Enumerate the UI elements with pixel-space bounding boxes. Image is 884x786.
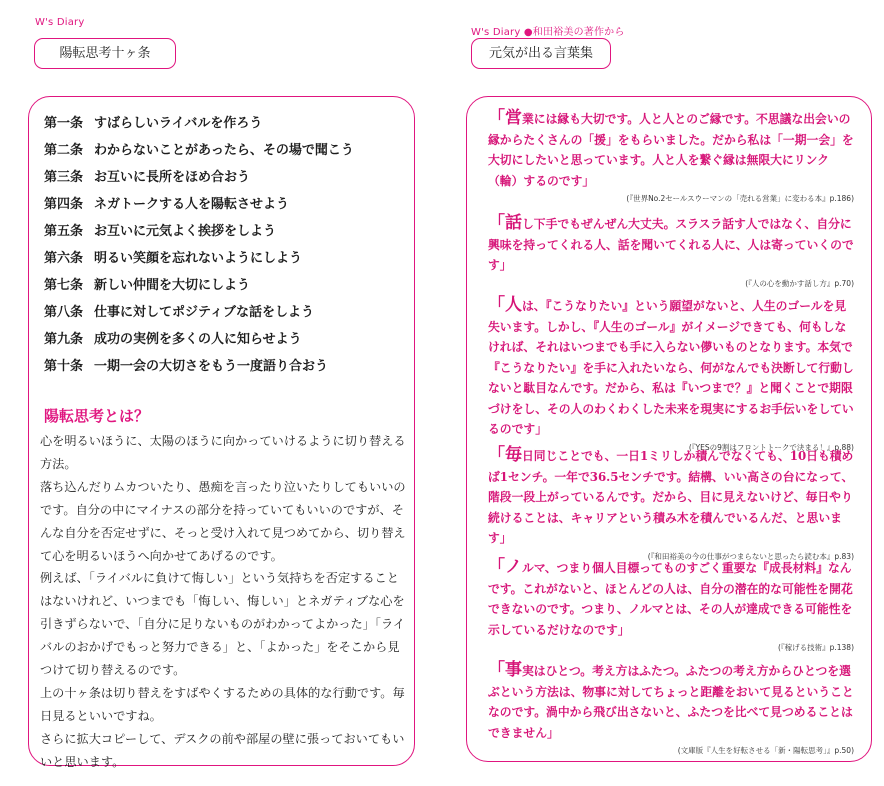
paragraph: 心を明るいほうに、太陽のほうに向かっていけるように切り替える方法。 xyxy=(40,434,406,471)
rule-item: 第九条 成功の実例を多くの人に知らせよう xyxy=(44,332,302,347)
paragraph: さらに拡大コピーして、デスクの前や部屋の壁に張っておいてもいいと思います。 xyxy=(40,731,405,769)
quote-text: し下手でもぜんぜん大丈夫。スラスラ話す人ではなく、自分に興味を持ってくれる人、話を聞いてくれる人に、人は寄っていくのです」 xyxy=(488,217,854,272)
quote-source: (『人の心を動かす話し方』p.70) xyxy=(745,278,854,288)
rule-item: 第七条 新しい仲間を大切にしよう xyxy=(44,278,251,293)
quote-source: (『YESの9割はフロントトークで決まる！』p.88) xyxy=(688,442,854,452)
rule-item: 第一条 すばらしいライバルを作ろう xyxy=(44,116,263,131)
rule-item: 第三条 お互いに長所をほめ合おう xyxy=(44,170,251,185)
quote-source: (『和田裕美の今の仕事がつまらないと思ったら読む本』p.83) xyxy=(647,551,854,561)
quote-first-char: 「事 xyxy=(488,660,522,680)
quote-block xyxy=(488,445,854,562)
quote-source: (『稼げる技術』p.138) xyxy=(777,643,854,652)
left-header-label: W's Diary xyxy=(35,17,85,28)
quote-first-char: 「毎 xyxy=(488,445,522,465)
quote-text: 実はひとつ。考え方はふたつ。ふたつの考え方からひとつを選ぶという方法は、物事に対してちょっと距離をおいて見るということなのです。渦中から飛び出さないと、ふたつを比べて見つめることはできません」 xyxy=(488,664,854,740)
quote-first-char: 「ノ xyxy=(488,557,522,577)
quote-first-char: 「話 xyxy=(488,213,522,233)
quote-block xyxy=(488,295,854,453)
right-header-label: W's Diary ●和田裕美の著作から xyxy=(471,27,625,38)
left-title-box: 陽転思考十ヶ条 xyxy=(34,38,176,69)
paragraph: 上の十ヶ条は切り替えをすばやくするための具体的な行動です。毎日見るといいですね。 xyxy=(40,685,405,723)
quote-block xyxy=(488,557,854,653)
quote-source: (『世界No.2セールスウーマンの「売れる営業」に変わる本』p.186) xyxy=(626,194,854,203)
quote-block xyxy=(488,660,854,756)
paragraph: 落ち込んだりムカついたり、愚痴を言ったり泣いたりしてもいいのです。自分の中にマイナスの部分を持っていてもいいのですが、そんな自分を否定せずに、そっと受け入れて見つめてから、切り替えて心を明るいほうへ向かせてあげるのです。 xyxy=(40,479,406,563)
right-title-box: 元気が出る言葉集 xyxy=(471,38,611,69)
explanation-text xyxy=(40,430,406,774)
rule-item: 第五条 お互いに元気よく挨拶をしよう xyxy=(44,224,277,239)
quote-block xyxy=(488,108,854,204)
rule-item: 第八条 仕事に対してポジティブな話をしよう xyxy=(44,305,314,320)
rule-item: 第六条 明るい笑顔を忘れないようにしよう xyxy=(44,251,303,266)
rule-item: 第四条 ネガトークする人を陽転させよう xyxy=(44,197,290,212)
rule-item: 第十条 一期一会の大切さをもう一度語り合おう xyxy=(44,359,329,374)
quote-source: (文庫版『人生を好転させる「新・陽転思考」』p.50) xyxy=(677,746,854,755)
quote-text: 日同じことでも、一日1ミリしか積んでなくても、10日も積めば1センチ。一年で36.5センチです。結構、いい高さの台になって、階段一段上がっているんです。だから、目に見えないけど、毎日やり続けることは、キャリアという積み木を積んでいるんだ、と思います」 xyxy=(488,449,854,545)
quote-text: 業には縁も大切です。人と人とのご縁です。不思議な出会いの縁からたくさんの「援」をもらいました。だから私は「一期一会」を大切にしたいと思っています。人と人を繋ぐ縁は無限大にリンク（輪）するのです」 xyxy=(488,112,854,188)
quote-first-char: 「営 xyxy=(488,108,522,128)
section-title: 陽転思考とは？ xyxy=(44,407,150,425)
quote-text: ルマ、つまり個人目標ってものすごく重要な『成長材料』なんです。これがないと、ほとんどの人は、自分の潜在的な可能性を開花できないのです。つまり、ノルマとは、その人が達成できる可能性を示しているだけなのです」 xyxy=(488,561,853,637)
quote-text: は、『こうなりたい』という願望がないと、人生のゴールを見失います。しかし、『人生のゴール』がイメージできても、何もしなければ、それはいつまでも手に入らない儚いものとなります。本気で『こうなりたい』を手に入れたいなら、何がなんでも決断して行動しないと駄目なんです。だから、私は『いつまで？』と聞くことで期限づけをし、その人のわくわくした未来を現実にするお手伝いをしているのです」 xyxy=(488,299,854,436)
quote-first-char: 「人 xyxy=(488,295,522,315)
rule-item: 第二条 わからないことがあったら、その場で聞こう xyxy=(44,143,354,158)
paragraph: 例えば、「ライバルに負けて悔しい」という気持ちを否定することはないけれど、いつまでも「悔しい、悔しい」とネガティブな心を引きずらないで、「自分に足りないものがわかってよかった」「ライバルのおかげでもっと努力できる」と、「よかった」をそこから見つけて切り替えるのです。 xyxy=(40,571,406,678)
quote-block xyxy=(488,213,854,289)
